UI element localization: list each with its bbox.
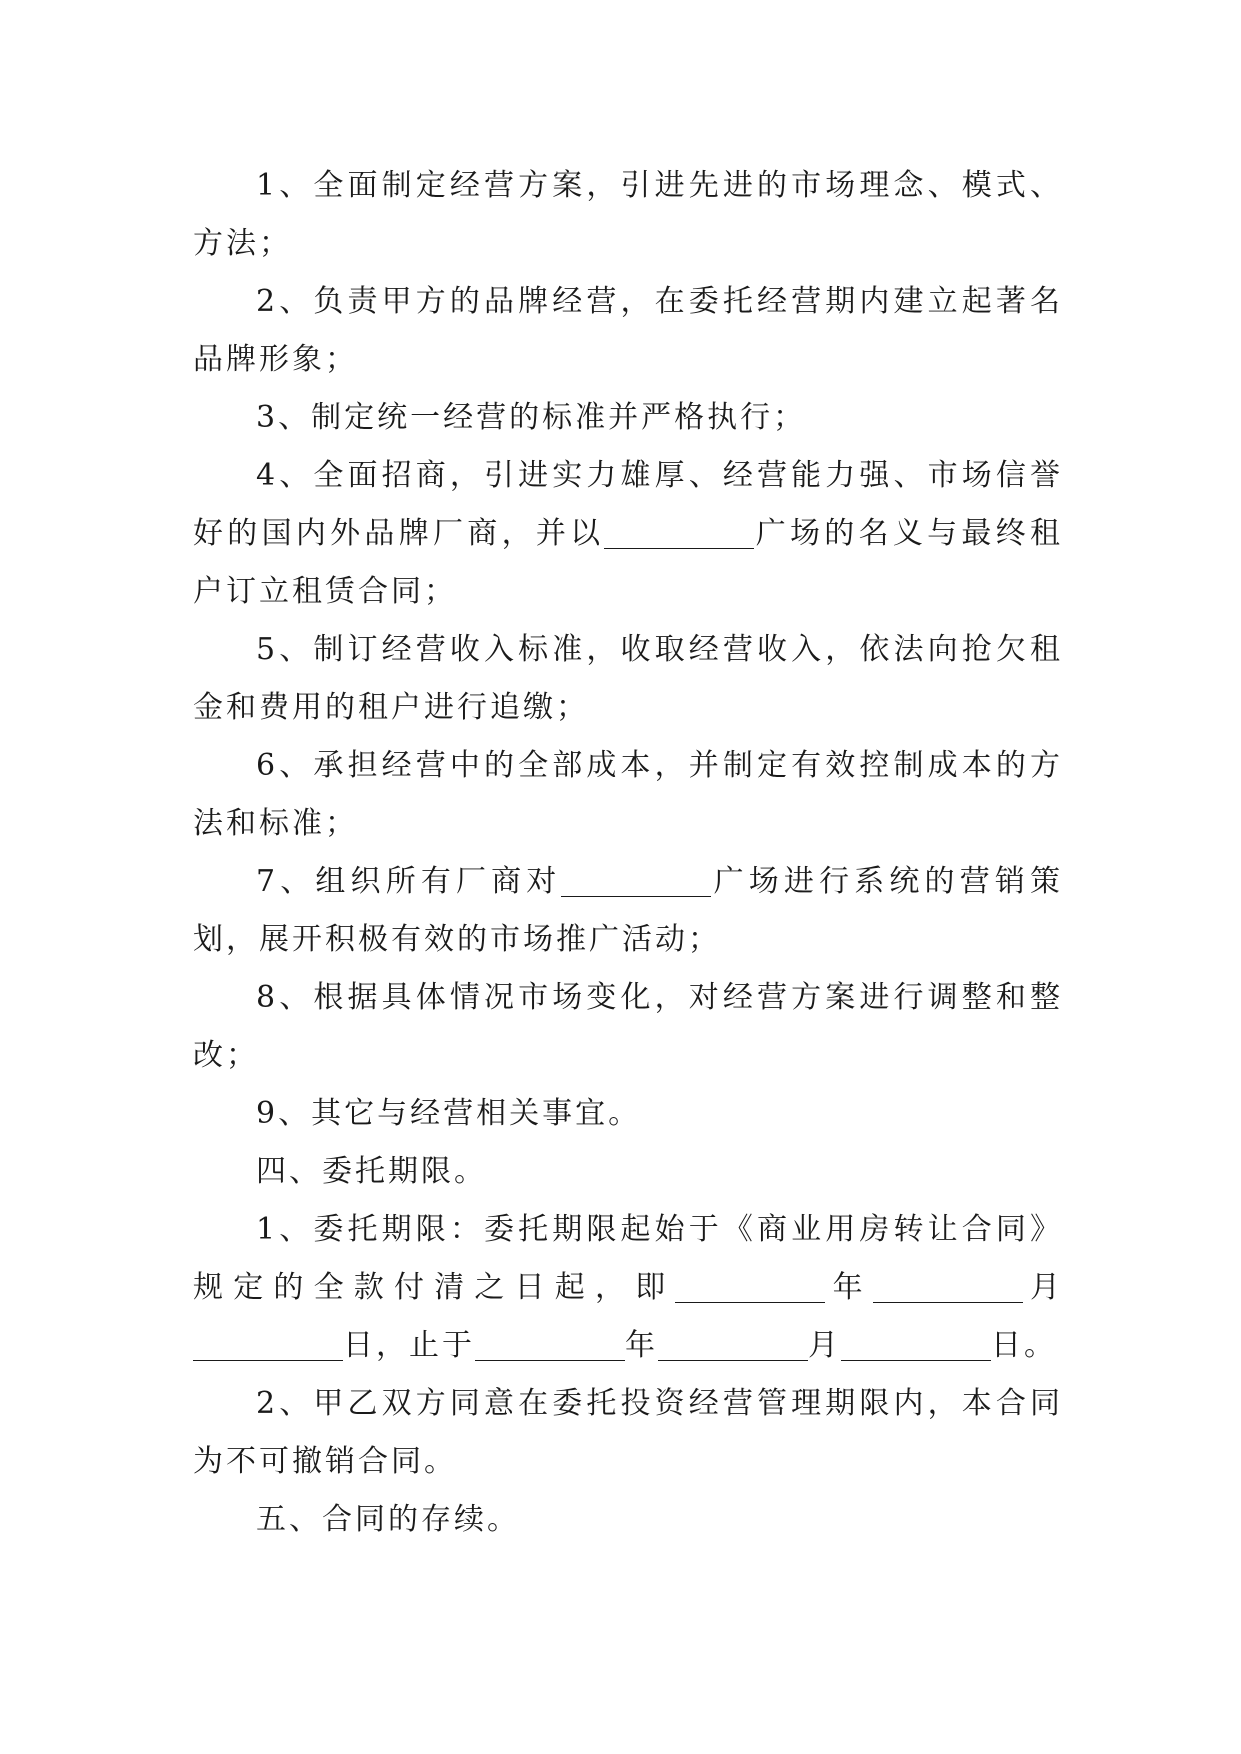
month-label: 月 bbox=[1022, 1270, 1064, 1305]
blank-line bbox=[561, 862, 711, 897]
item-4-text-before: 4、全面招商，引进实力雄厚、经营能力强、市场信誉好的国内外品牌厂商，并以 bbox=[193, 458, 1063, 551]
document-body bbox=[193, 157, 1063, 1549]
year-label-2: 年 bbox=[625, 1328, 658, 1363]
item-4 bbox=[193, 447, 1063, 621]
item-1: 1、全面制定经营方案，引进先进的市场理念、模式、方法； bbox=[193, 168, 1063, 261]
section-4-heading: 四、委托期限。 bbox=[256, 1154, 487, 1189]
blank-line bbox=[873, 1268, 1023, 1303]
term-2: 2、甲乙双方同意在委托投资经营管理期限内，本合同为不可撤销合同。 bbox=[193, 1386, 1063, 1479]
blank-line bbox=[675, 1268, 825, 1303]
blank-line bbox=[658, 1326, 808, 1361]
item-4-text-after: 广场的名义与最终租户订立租赁合同； bbox=[193, 516, 1064, 609]
month-label-2: 月 bbox=[808, 1328, 841, 1363]
term-1-text: 1、委托期限：委托期限起始于《商业用房转让合同》规定的全款付清之日起，即 bbox=[193, 1212, 1063, 1305]
item-8: 8、根据具体情况市场变化，对经营方案进行调整和整改； bbox=[193, 980, 1063, 1073]
year-label: 年 bbox=[825, 1270, 873, 1305]
blank-line bbox=[193, 1326, 343, 1361]
item-5: 5、制订经营收入标准，收取经营收入，依法向抢欠租金和费用的租户进行追缴； bbox=[193, 632, 1063, 725]
blank-line bbox=[604, 514, 754, 549]
item-2: 2、负责甲方的品牌经营，在委托经营期内建立起著名品牌形象； bbox=[193, 284, 1063, 377]
item-9: 9、其它与经营相关事宜。 bbox=[256, 1096, 642, 1131]
item-7-text-after: 广场进行系统的营销策划，展开积极有效的市场推广活动； bbox=[193, 864, 1063, 957]
day-end-label: 日。 bbox=[991, 1328, 1057, 1363]
term-1 bbox=[193, 1201, 1063, 1375]
section-5-heading: 五、合同的存续。 bbox=[256, 1502, 520, 1537]
item-3: 3、制定统一经营的标准并严格执行； bbox=[256, 400, 807, 435]
item-6: 6、承担经营中的全部成本，并制定有效控制成本的方法和标准； bbox=[193, 748, 1063, 841]
blank-line bbox=[841, 1326, 991, 1361]
blank-line bbox=[475, 1326, 625, 1361]
item-7-text-before: 7、组织所有厂商对 bbox=[256, 864, 562, 899]
day-until-label: 日，止于 bbox=[343, 1328, 475, 1363]
item-7 bbox=[193, 853, 1063, 969]
